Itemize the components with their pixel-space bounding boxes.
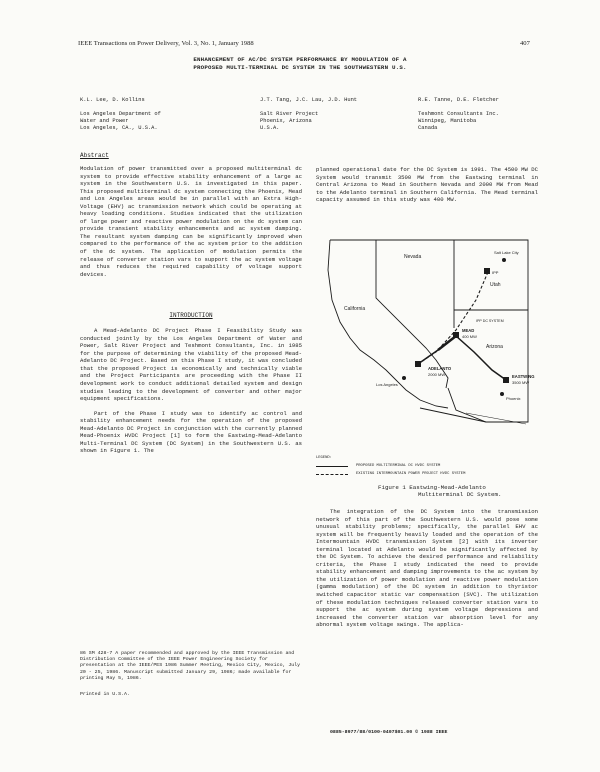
legend-swatch-dashed: [316, 474, 348, 475]
label-los-angeles: Los Angeles: [376, 382, 398, 387]
author-affiliation: Teshmont Consultants Inc.: [418, 111, 499, 117]
introduction-heading: INTRODUCTION: [169, 312, 213, 320]
figure-caption: [378, 484, 548, 498]
label-eastwing-mw: 3500 MW: [512, 380, 530, 385]
printed-in: Printed in U.S.A.: [80, 692, 130, 698]
author-block-3: [418, 97, 558, 132]
legend-swatch-solid: [316, 466, 348, 467]
adelanto-terminal-marker: [415, 361, 421, 367]
label-phoenix: Phoenix: [506, 396, 521, 401]
eastwing-terminal-marker: [503, 377, 509, 383]
label-ipp-dc-system: IPP DC SYSTEM: [476, 319, 504, 323]
author-names: K.L. Lee, D. Kollins: [80, 97, 145, 103]
author-affiliation: Water and Power: [80, 118, 129, 124]
ipp-dc-line: [418, 272, 488, 364]
salt-lake-marker: [502, 258, 506, 262]
intro-paragraph-2: Part of the Phase I study was to identify ac control and stability enhancement needs for the operation of the proposed Mead-Adelanto DC Project in conjunction with the currently planned Mead-Phoenix HVDC Project [1] to form the Eastwing-Mead-Adelanto Multi-Terminal DC System (DC System) in the Southwestern U.S. as shown in Figure 1. The: [80, 409, 302, 455]
author-affiliation: Canada: [418, 125, 438, 131]
right-column-bottom-text: [316, 508, 538, 629]
label-adelanto: ADELANTO: [428, 366, 452, 371]
label-eastwing: EASTWING: [512, 374, 535, 379]
legend-existing: EXISTING INTERMOUNTAIN POWER PROJECT HVDC SYSTEM: [356, 472, 466, 476]
label-mead: MEAD: [462, 328, 475, 333]
author-affiliation: Los Angeles, CA., U.S.A.: [80, 125, 158, 131]
figure-legend: [316, 456, 541, 477]
author-names: J.T. Tang, J.C. Lau, J.D. Hunt: [260, 97, 358, 103]
right-column-top-text: planned operational date for the DC System is 1991. The 4500 MW DC System would transmit 3500 MW from the Eastwing terminal in Central Arizona to Mead in Southern Nevada and 2000 MW from Mead to the Adelanto terminal in Southern California. The Mead terminal capacity assumed in this study was 400 MW.: [316, 166, 538, 204]
legend-heading: LEGEND:: [316, 456, 332, 460]
label-utah: Utah: [490, 282, 501, 288]
label-salt-lake: Salt Lake City: [494, 250, 519, 255]
right-paragraph: The integration of the DC System into the transmission network of this part of the Southwestern U.S. would pose some unusual stability problems; specifically, the parallel EHV ac system will be frequently heavily loaded and the operation of the Intermountain HVDC transmission System [2] with its inverter terminal located at Adelanto would be significantly affected by the DC System. To achieve the desired performance and reliability criteria, the Phase I study indicated the need to provide stability enhancement and damping improvements to the ac system by the utilization of power modulation and reactive power modulation (gamma modulation) of the DC system in addition to thyristor switched capacitor static var compensation (SVC). The utilization of these modulation techniques released converter station vars to support the ac system during system voltage depressions and increased the converter station var absorption level for any abnormal system voltage swings. The applica-: [316, 508, 538, 629]
left-column: [80, 152, 302, 455]
title-line-1: ENHANCEMENT OF AC/DC SYSTEM PERFORMANCE BY MODULATION OF A: [193, 56, 407, 63]
phoenix-marker: [500, 392, 504, 396]
label-nevada: Nevada: [404, 254, 422, 260]
paper-title: [100, 56, 500, 72]
copyright-code: 0885-8977/88/0100-0407$01.00 © 1988 IEEE: [330, 730, 448, 735]
footnote: [80, 651, 302, 698]
intro-paragraph-1: A Mead-Adelanto DC Project Phase I Feasibility Study was conducted jointly by the Los Angeles Department of Water and Power, Salt River Project and Teshmont Consultants, Inc. in 1985 for the purpose of determining the viability of the proposed Mead-Adelanto DC Project. Based on this Phase I study, it was concluded that the proposed Project is economically and technically viable and the Project Participants are proceeding with the Phase II development work to conduct additional detailed system and design studies leading to the development of converter and other major equipment specifications.: [80, 327, 302, 403]
author-affiliation: Salt River Project: [260, 111, 319, 117]
label-ipp: IPP: [492, 270, 499, 275]
caption-line-1: Figure 1 Eastwing-Mead-Adelanto: [378, 484, 486, 491]
label-arizona: Arizona: [486, 344, 503, 350]
author-affiliation: Winnipeg, Manitoba: [418, 118, 477, 124]
author-affiliation: Phoenix, Arizona: [260, 118, 312, 124]
footnote-text: 86 SM 428-7 A paper recommended and approved by the IEEE Transmission and Distribution Committee of the IEEE Power Engineering Society for presentation at the IEEE/PES 1986 Summer Meeting, Mexico City, Mexico, July 20 - 25, 1986. Manuscript submitted January 29, 1986; made available for printing May 5, 1986.: [80, 651, 301, 681]
introduction-body: [80, 327, 302, 455]
caption-line-2: Multiterminal DC System.: [418, 491, 502, 498]
journal-header: IEEE Transactions on Power Delivery, Vol. 3, No. 1, January 1988: [78, 40, 254, 47]
author-affiliation: U.S.A.: [260, 125, 280, 131]
author-affiliation: Los Angeles Department of: [80, 111, 161, 117]
label-adelanto-mw: 2000 MW: [428, 372, 446, 377]
label-california: California: [344, 306, 366, 312]
page-number: 407: [520, 40, 530, 47]
author-block-2: [260, 97, 410, 132]
legend-proposed: PROPOSED MULTITERMINAL DC HVDC SYSTEM: [356, 464, 441, 468]
ipp-terminal-marker: [484, 268, 490, 274]
mead-terminal-marker: [453, 332, 459, 338]
legend-row-proposed: [316, 464, 541, 469]
author-block-1: [80, 97, 230, 132]
abstract-text: Modulation of power transmitted over a proposed multiterminal dc system to provide effective stability enhancement of a large ac system in the Southwestern U.S. is investigated in this paper. This proposed multiterminal dc system connecting the Phoenix, Mead and Los Angeles areas would be in parallel with an Extra High-Voltage (EHV) ac transmission network which could be operating at heavy loading conditions. Studies indicated that the utilization of large power and reactive power modulation on the dc system can provide transient stability enhancements and ac system damping. The resultant system damping can be significantly improved when compared to the performance of the ac system prior to the addition of the dc system. The application of modulation permits the release of converter station vars to support the ac system voltage and thus reduces the required capability of voltage support devices.: [80, 165, 302, 278]
title-line-2: PROPOSED MULTI-TERMINAL DC SYSTEM IN THE SOUTHWESTERN U.S.: [193, 64, 407, 71]
legend-row-existing: [316, 472, 541, 477]
author-names: R.E. Tanne, D.E. Fletcher: [418, 97, 499, 103]
los-angeles-marker: [402, 376, 406, 380]
abstract-heading: Abstract: [80, 152, 109, 159]
figure-1-map: [316, 210, 541, 450]
label-mead-mw: 400 MW: [462, 334, 477, 339]
